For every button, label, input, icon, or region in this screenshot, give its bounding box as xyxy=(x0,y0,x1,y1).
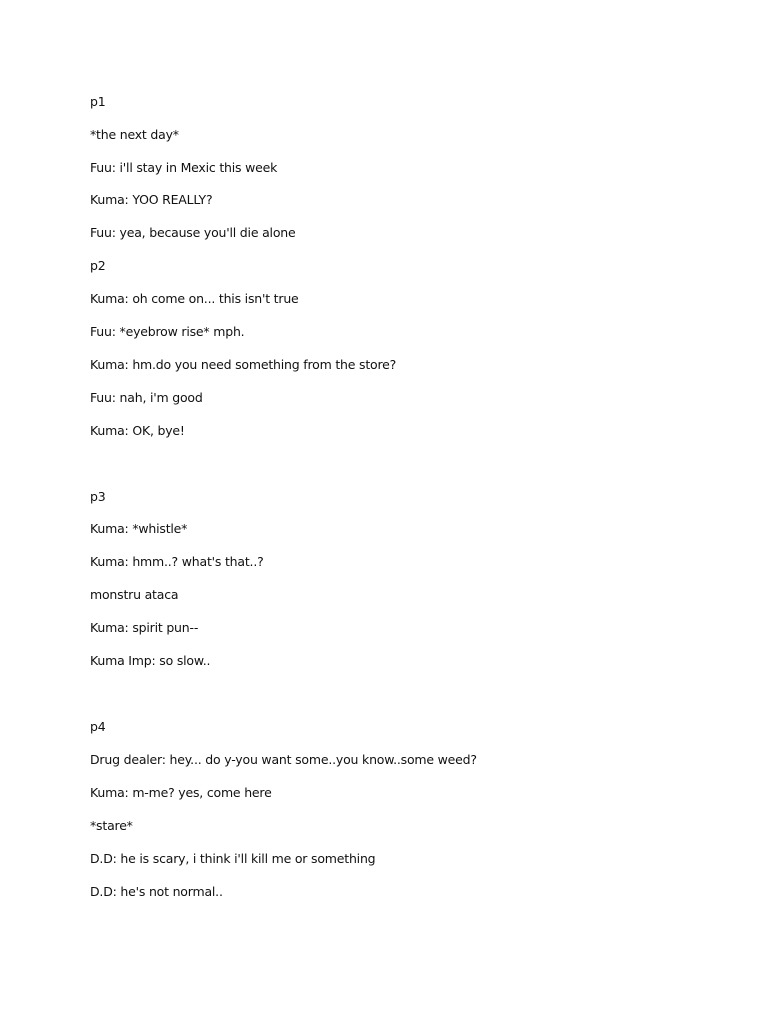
text-line: Kuma: hm.do you need something from the store? xyxy=(90,357,397,372)
page-marker-p1: p1 xyxy=(90,94,106,109)
text-line: Kuma: oh come on... this isn't true xyxy=(90,291,299,306)
text-line: Kuma: YOO REALLY? xyxy=(90,192,213,207)
text-line: Drug dealer: hey... do y-you want some..you know..some weed? xyxy=(90,752,477,767)
text-line: D.D: he is scary, i think i'll kill me or something xyxy=(90,851,376,866)
page-marker-p2: p2 xyxy=(90,258,106,273)
text-line: *stare* xyxy=(90,818,133,833)
page-marker-p4: p4 xyxy=(90,719,106,734)
text-line: monstru ataca xyxy=(90,587,179,602)
text-line: *the next day* xyxy=(90,127,179,142)
page-marker-p3: p3 xyxy=(90,489,106,504)
text-line: Fuu: nah, i'm good xyxy=(90,390,203,405)
text-line: Kuma: hmm..? what's that..? xyxy=(90,554,264,569)
text-line: Fuu: i'll stay in Mexic this week xyxy=(90,160,278,175)
text-line: Kuma: *whistle* xyxy=(90,521,188,536)
text-line: Fuu: *eyebrow rise* mph. xyxy=(90,324,245,339)
text-line: Kuma: m-me? yes, come here xyxy=(90,785,272,800)
text-line: D.D: he's not normal.. xyxy=(90,884,223,899)
text-line: Kuma Imp: so slow.. xyxy=(90,653,211,668)
text-line: Kuma: spirit pun-- xyxy=(90,620,199,635)
text-line: Kuma: OK, bye! xyxy=(90,423,185,438)
text-line: Fuu: yea, because you'll die alone xyxy=(90,225,296,240)
